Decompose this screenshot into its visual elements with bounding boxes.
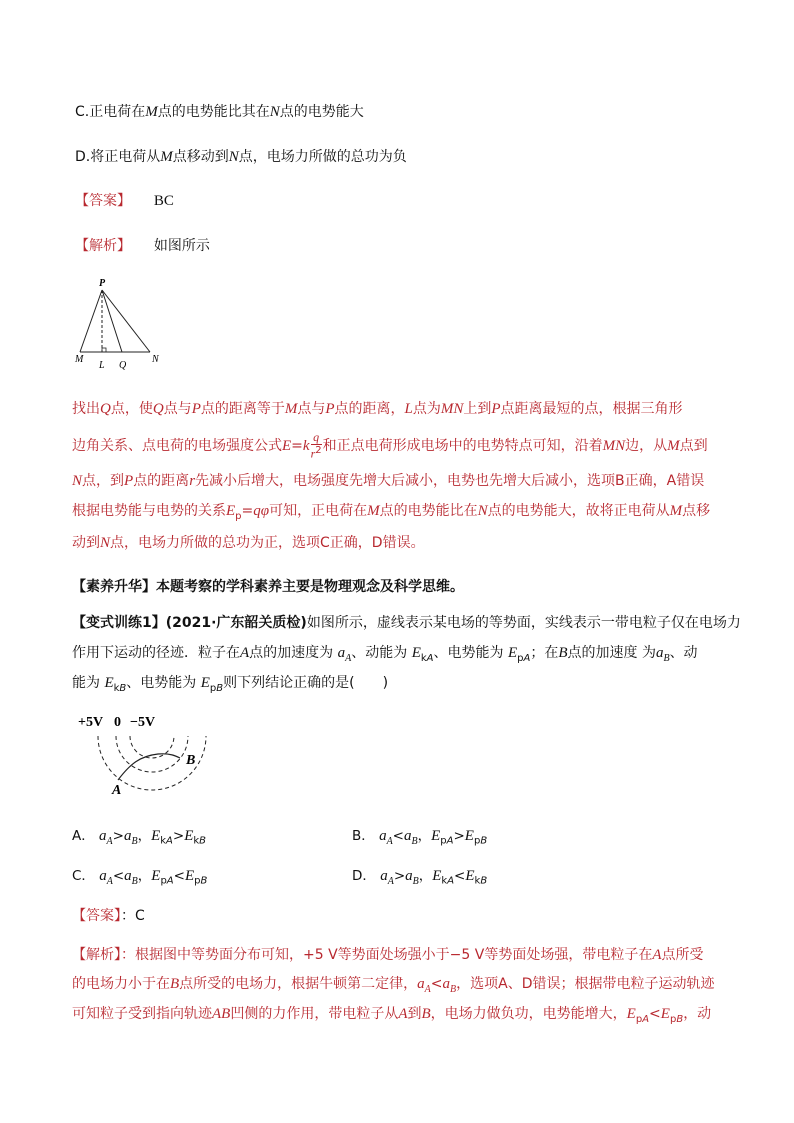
variant-source: (2021·广东韶关质检) xyxy=(165,615,307,631)
label-q: Q xyxy=(119,360,127,371)
answer-tag: 【答案】 xyxy=(75,193,131,209)
choice-c[interactable]: C． $a_A<a_B$，$E_{pA}<E_{pB}$ xyxy=(72,868,208,887)
answer2-tag: 【答案】 xyxy=(72,908,121,924)
answer2-row xyxy=(72,905,145,925)
label-plus5v: +5V xyxy=(78,715,104,730)
explain-line-1: 找出Q点，使Q点与P点的距离等于M点与P点的距离，L点为MN上到P点距离最短的点，根据三角形 xyxy=(72,401,683,417)
label-zero: 0 xyxy=(114,715,121,730)
answer-value: BC xyxy=(153,193,174,209)
label-n: N xyxy=(152,354,159,365)
choice-c-letter: C． xyxy=(72,868,95,884)
answer2-value: ：C xyxy=(121,908,145,924)
explain-line-4: 根据电势能与电势的关系$E_p=q\varphi$可知，正电荷在M点的电势能比在N点的电势能大，故将正电荷从M点移 xyxy=(72,503,711,522)
equipotential-figure xyxy=(72,708,232,808)
label-b: B xyxy=(186,753,196,768)
choice-b[interactable]: B． $a_A<a_B$，$E_{pA}>E_{pB}$ xyxy=(352,828,488,847)
explain-line-2: 边角关系、点电荷的电场强度公式$E=k\frac{q}{r^2}$ 和正点电荷形成电场中的电势特点可知，沿着MN边，从M点到 xyxy=(72,430,708,461)
analysis2-line-1: 【解析】：根据图中等势面分布可知，+5 V等势面处场强小于−5 V等势面处场强，带电粒子在A点所受 xyxy=(72,947,704,963)
analysis2-line-2: 的电场力小于在B点所受的电场力，根据牛顿第二定律，$a_A<a_B$，选项A、D错误；根据带电粒子运动轨迹 xyxy=(72,976,715,995)
choice-a[interactable]: A． $a_A>a_B$，$E_{kA}>E_{kB}$ xyxy=(72,828,207,847)
suyang-row xyxy=(72,576,464,596)
triangle-figure xyxy=(72,272,172,372)
variant-line-2: 作用下运动的径迹．粒子在A点的加速度为 $a_A$、动能为 $E_{kA}$、电势能为 $E_{pA}$；在B点的加速度 为$a_B$、动 xyxy=(72,645,698,664)
choice-d[interactable]: D． $a_A>a_B$，$E_{kA}<E_{kB}$ xyxy=(352,868,488,887)
analysis-lead: 如图所示 xyxy=(153,238,210,254)
explain-line-5: 动到N点，电场力所做的总功为正，选项C正确，D错误。 xyxy=(72,535,425,551)
label-p: P xyxy=(99,278,106,289)
choice-a-letter: A． xyxy=(72,828,95,844)
label-minus5v: −5V xyxy=(130,715,156,730)
label-a: A xyxy=(112,783,122,798)
analysis-tag: 【解析】 xyxy=(75,238,131,254)
suyang-tag: 【素养升华】 xyxy=(72,579,156,595)
analysis2-tag: 【解析】 xyxy=(72,947,121,963)
option-d-statement: D.将正电荷从M点移动到N点，电场力所做的总功为负 xyxy=(75,149,407,165)
variant-text-1: 如图所示，虚线表示某电场的等势面，实线表示一带电粒子仅在电场力 xyxy=(306,615,741,631)
analysis2-line-3: 可知粒子受到指向轨迹AB凹侧的力作用，带电粒子从A到B，电场力做负功，电势能增大，$E_{pA}<E_{pB}$，动 xyxy=(72,1006,712,1025)
variant-line-1 xyxy=(72,612,741,632)
suyang-text: 本题考察的学科素养主要是物理观念及科学思维。 xyxy=(156,579,464,595)
variant-line-3: 能为 $E_{kB}$、电势能为 $E_{pB}$则下列结论正确的是( ) xyxy=(72,675,389,694)
option-c-statement: C.正电荷在M点的电势能比其在N点的电势能大 xyxy=(75,104,364,120)
choice-d-letter: D． xyxy=(352,868,376,884)
choice-b-letter: B． xyxy=(352,828,375,844)
analysis-row xyxy=(75,235,210,255)
explain-line-3: N点，到P点的距离r先减小后增大，电场强度先增大后减小，电势也先增大后减小，选项B正确，A错误 xyxy=(72,473,705,489)
answer-row xyxy=(75,190,174,210)
label-l: L xyxy=(99,360,105,371)
label-m: M xyxy=(75,354,84,365)
variant-tag: 【变式训练1】 xyxy=(72,615,166,631)
